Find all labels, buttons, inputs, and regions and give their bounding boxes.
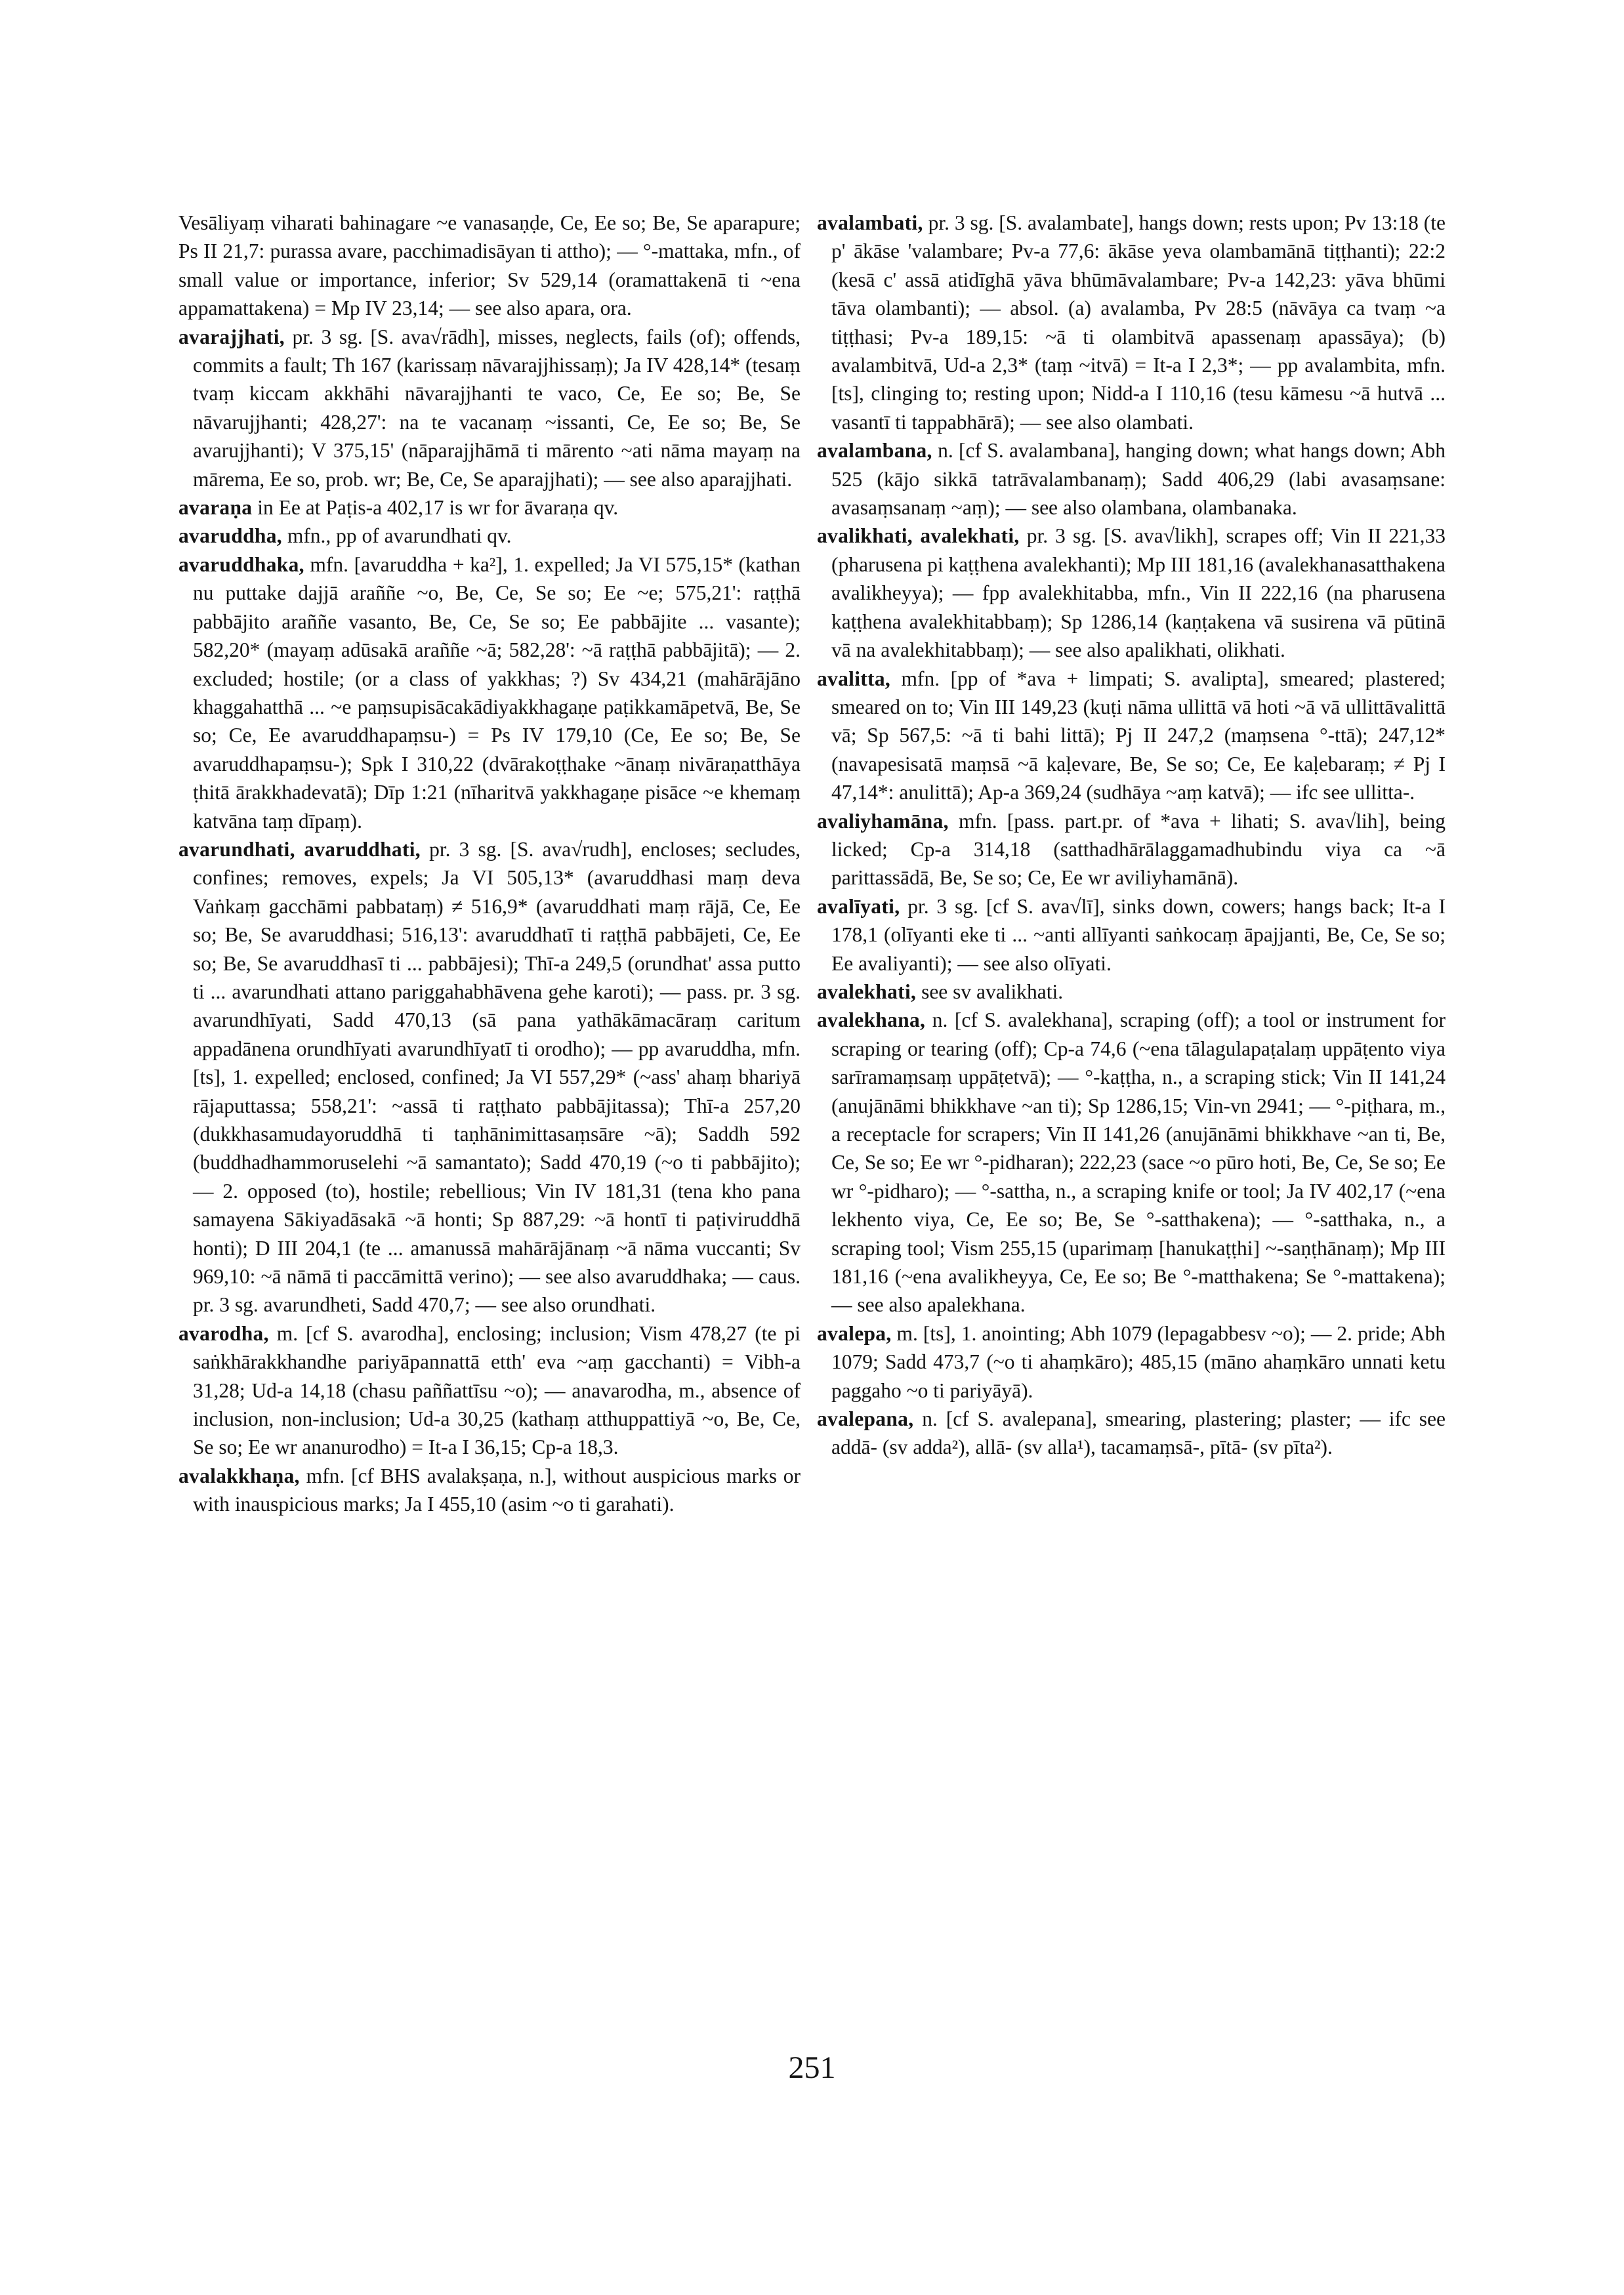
entry-headword: avalikhati, avalekhati, (817, 524, 1020, 548)
entry-body: pr. 3 sg. [S. ava√rādh], misses, neglects, fails (of); offends, commits a fault; Th 167 (karissaṃ nāvarajjhissaṃ); Ja IV 428,14* (tesaṃ tvaṃ kiccam akkhāhi nāvarajjhanti te vaco, Ce, Ee so; Be, Se nāvarujjhanti; 428,27': na te vacanaṃ ~issanti, Ce, Ee so; Be, Se avarujjhanti); V 375,15' (nāparajjhāmā ti mārento ~ati nāma mayaṃ na mārema, Ee so, prob. wr; Be, Ce, Se aparajjhati); — see also aparajjhati. (193, 325, 801, 491)
entry-headword: avalitta, (817, 667, 891, 690)
dictionary-entry (178, 209, 801, 323)
entry-headword: avalekhati, (817, 980, 917, 1003)
entry-body: m. [ts], 1. anointing; Abh 1079 (lepagabbesv ~o); — 2. pride; Abh 1079; Sadd 473,7 (~o ti ahaṃkāro); 485,15 (māno ahaṃkāro unnati ketu paggaho ~o ti pariyāyā). (831, 1321, 1446, 1402)
entry-body: m. [cf S. avarodha], enclosing; inclusion; Vism 478,27 (te pi saṅkhārakkhandhe pariyāpannattā etth' eva ~aṃ gacchanti) = Vibh-a 31,28; Ud-a 14,18 (chasu paññattīsu ~o); — anavarodha, m., absence of inclusion, non-inclusion; Ud-a 30,25 (kathaṃ atthuppattiyā ~o, Be, Ce, Se so; Ee wr ananurodho) = It-a I 36,15; Cp-a 18,3. (193, 1321, 801, 1459)
entry-headword: avalepana, (817, 1407, 914, 1431)
entry-headword: avarodha, (178, 1321, 269, 1345)
dictionary-entry (178, 1462, 801, 1519)
page-number: 251 (788, 2050, 836, 2085)
entry-body: n. [cf S. avalambana], hanging down; what hangs down; Abh 525 (kājo sikkā tatrāvalambanaṃ); Sadd 406,29 (labi avasaṃsane: avasaṃsanaṃ ~aṃ); — see also olambana, olambanaka. (831, 439, 1446, 520)
entry-body: pr. 3 sg. [S. avalambate], hangs down; rests upon; Pv 13:18 (te p' ākāse 'valambare; Pv-a 77,6: ākāse yeva olambamānā tiṭṭhanti); 22:2 (kesā c' assā atidīghā yāva bhūmāvalambare; Pv-a 142,23: yāva bhūmi tāva olambanti); — absol. (a) avalamba, Pv 28:5 (nāvāya ca tvaṃ ~a tiṭṭhasi; Pv-a 189,15: ~ā ti olambitvā apassenaṃ apassāya); (b) avalambitvā, Ud-a 2,3* (taṃ ~itvā) = It-a I 2,3*; — pp avalambita, mfn. [ts], clinging to; resting upon; Nidd-a I 110,16 (tesu kāmesu ~ā hutvā ... vasantī ti tappabhārā); — see also olambati. (831, 211, 1446, 434)
entry-body: Vesāliyaṃ viharati bahinagare ~e vanasaṇḍe, Ce, Ee so; Be, Se aparapure; Ps II 21,7: purassa avare, pacchimadisāyan ti attho); — °-mattaka, mfn., of small value or importance, inferior; Sv 529,14 (oramattakenā ti ~ena appamattakena) = Mp IV 23,14; — see also apara, ora. (178, 211, 801, 320)
left-column (178, 209, 801, 1519)
entry-headword: avalambana, (817, 439, 932, 463)
dictionary-entry (817, 978, 1446, 1006)
dictionary-entry (817, 209, 1446, 436)
entry-body: mfn. [cf BHS avalakṣaṇa, n.], without auspicious marks or with inauspicious marks; Ja I 455,10 (asim ~o ti garahati). (193, 1464, 801, 1516)
entry-headword: avaliyhamāna, (817, 809, 949, 833)
dictionary-entry (178, 323, 801, 493)
entry-headword: avaraṇa (178, 496, 253, 520)
entry-headword: avalakkhaṇa, (178, 1464, 300, 1487)
dictionary-entry (178, 1319, 801, 1462)
entry-headword: avarundhati, avaruddhati, (178, 837, 421, 861)
dictionary-entry (817, 1006, 1446, 1319)
dictionary-entry (178, 835, 801, 1319)
dictionary-entry (178, 550, 801, 835)
entry-headword: avalambati, (817, 211, 923, 234)
entry-body: in Ee at Paṭis-a 402,17 is wr for āvaraṇa qv. (257, 496, 619, 520)
dictionary-entry (178, 522, 801, 550)
right-column (817, 209, 1446, 1462)
entry-body: mfn. [avaruddha + ka²], 1. expelled; Ja VI 575,15* (kathan nu puttake dajjā araññe ~o, Be, Ce, Se so; Ee ~e; 575,21': raṭṭhā pabbājito araññe vasanto, Be, Ce, Se so; Ee pabbājite ... vasante); 582,20* (mayaṃ adūsakā araññe ~ā; 582,28': ~ā raṭṭhā pabbājitā); — 2. excluded; hostile; (or a class of yakkhas; ?) Sv 434,21 (mahārājāno khaggahatthā ... ~e paṃsupisācakādiyakkhagaṇe paṭikkamāpetvā, Be, Se so; Ce, Ee avaruddhapaṃsu-) = Ps IV 179,10 (Ce, Ee so; Be, Se avaruddhapaṃsu-); Spk I 310,22 (dvārakoṭṭhake ~ānaṃ nivāraṇatthāya ṭhitā ārakkhadevatā); Dīp 1:21 (nīharitvā yakkhagaṇe pisāce ~e khemaṃ katvāna taṃ dīpaṃ). (193, 552, 801, 833)
entry-body: mfn., pp of avarundhati qv. (287, 524, 512, 548)
entry-body: mfn. [pp of *ava + limpati; S. avalipta], smeared; plastered; smeared on to; Vin III 149,23 (kuṭi nāma ullittā vā hoti ~ā vā ullittāvalittā vā; Sp 567,5: ~ā ti bahi littā); Pj II 247,2 (maṃsena °-ttā); 247,12* (navapesisatā maṃsā ~ā kaḷevare, Be, Se so; Ce, Ee kaḷebaraṃ; ≠ Pj I 47,14*: anulittā); Ap-a 369,24 (sudhāya ~aṃ katvā); — ifc see ullitta-. (831, 667, 1446, 804)
dictionary-entry (817, 1319, 1446, 1405)
dictionary-entry (178, 493, 801, 522)
entry-headword: avaruddha, (178, 524, 282, 548)
dictionary-entry (817, 1405, 1446, 1462)
entry-headword: avalīyati, (817, 894, 900, 918)
dictionary-entry (817, 436, 1446, 522)
entry-body: mfn. [pass. part.pr. of *ava + lihati; S. ava√lih], being licked; Cp-a 314,18 (satthadhārālaggamadhubindu viya ca ~ā parittassādā, Be, Se so; Ce, Ee wr aviliyhamānā). (831, 809, 1446, 890)
entry-body: pr. 3 sg. [cf S. ava√lī], sinks down, cowers; hangs back; It-a I 178,1 (olīyanti eke ti ... ~anti allīyanti saṅkocaṃ āpajjanti, Be, Ce, Se so; Ee avaliyanti); — see also olīyati. (831, 894, 1446, 975)
dictionary-entry (817, 807, 1446, 892)
dictionary-entry (817, 522, 1446, 664)
entry-body: n. [cf S. avalepana], smearing, plastering; plaster; — ifc see addā- (sv adda²), allā- (sv alla¹), tacamaṃsā-, pītā- (sv pīta²). (831, 1407, 1446, 1459)
entry-headword: avalepa, (817, 1321, 892, 1345)
entry-body: pr. 3 sg. [S. ava√rudh], encloses; secludes, confines; removes, expels; Ja VI 505,13* (avaruddhasi maṃ deva Vaṅkaṃ gacchāmi pabbataṃ) ≠ 516,9* (avaruddhati maṃ rājā, Ce, Ee so; Be, Se avaruddhasi; 516,13': avaruddhatī ti raṭṭhā pabbājeti, Ce, Ee so; Be, Se avaruddhasī ti ... pabbājesi); Thī-a 249,5 (orundhat' assa putto ti ... avarundhati attano pariggahabhāvena gehe karoti); — pass. pr. 3 sg. avarundhīyati, Sadd 470,13 (sā pana yathākāmacāraṃ caritum appadānena orundhīyati avarundhīyatī ti orodho); — pp avaruddha, mfn. [ts], 1. expelled; enclosed, confined; Ja VI 557,29* (~ass' ahaṃ bhariyā rājaputtassa; 558,21': ~assā ti raṭṭhato pabbājitassa); Thī-a 257,20 (dukkhasamudayoruddhā ti taṇhānimittasaṃsāre ~ā); Saddh 592 (buddhadhammoruselehi ~ā samantato); Sadd 470,19 (~o ti pabbājito); — 2. opposed (to), hostile; rebellious; Vin IV 181,31 (tena kho pana samayena Sākiyadāsakā ~ā honti; Sp 887,29: ~ā hontī ti paṭiviruddhā honti); D III 204,1 (te ... amanussā mahārājānaṃ ~ā nāma vuccanti; Sv 969,10: ~ā nāmā ti paccāmittā verino); — see also avaruddhaka; — caus. pr. 3 sg. avarundheti, Sadd 470,7; — see also orundhati. (193, 837, 801, 1317)
dictionary-entry (817, 892, 1446, 978)
entry-headword: avalekhana, (817, 1008, 926, 1032)
entry-body: see sv avalikhati. (921, 980, 1064, 1003)
entry-body: pr. 3 sg. [S. ava√likh], scrapes off; Vin II 221,33 (pharusena pi kaṭṭhena avalekhanti); Mp III 181,16 (avalekhanasatthakena avalikheyya); — fpp avalekhitabba, mfn., Vin II 222,16 (na pharusena kaṭṭhena avalekhitabbaṃ); Sp 1286,14 (kaṇṭakena vā susirena vā pūtinā vā na avalekhitabbaṃ); — see also apalikhati, olikhati. (831, 524, 1446, 662)
entry-body: n. [cf S. avalekhana], scraping (off); a tool or instrument for scraping or tearing (off); Cp-a 74,6 (~ena tālagulapaṭalaṃ uppāṭento viya sarīramaṃsaṃ uppāṭetvā); — °-kaṭṭha, n., a scraping stick; Vin II 141,24 (anujānāmi bhikkhave ~an ti); Sp 1286,15; Vin-vn 2941; — °-piṭhara, m., a receptacle for scrapers; Vin II 141,26 (anujānāmi bhikkhave ~an ti, Be, Ce, Se so; Ee wr °-pidharan); 222,23 (sace ~o pūro hoti, Be, Ce, Se so; Ee wr °-pidharo); — °-sattha, n., a scraping knife or tool; Ja IV 402,17 (~ena lekhento viya, Ce, Ee so; Be, Se °-satthakena); — °-satthaka, n., a scraping tool; Vism 255,15 (uparimaṃ [hanukaṭṭhi] ~-saṇṭhānaṃ); Mp III 181,16 (~ena avalikheyya, Ce, Ee so; Be °-matthakena; Se °-mattakena); — see also apalekhana. (831, 1008, 1446, 1317)
entry-headword: avaruddhaka, (178, 552, 304, 576)
dictionary-entry (817, 665, 1446, 807)
entry-headword: avarajjhati, (178, 325, 285, 348)
